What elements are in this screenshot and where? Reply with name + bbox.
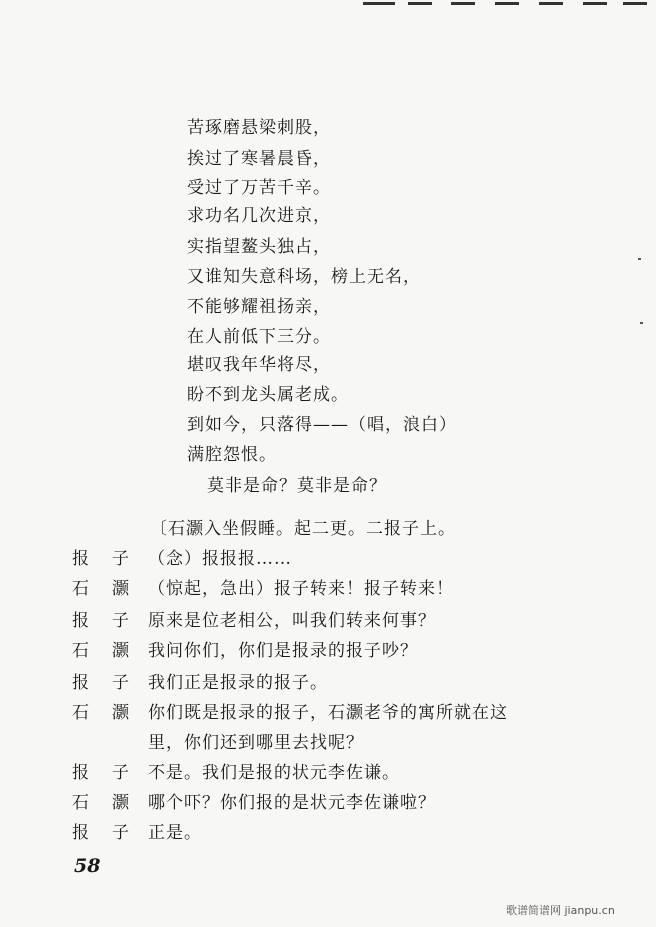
speaker-char: 石 <box>72 579 89 599</box>
speaker-name <box>72 574 129 599</box>
margin-mark <box>640 322 643 324</box>
speaker-char: 灏 <box>112 793 129 813</box>
speaker-char: 子 <box>112 673 129 693</box>
verse-line: 满腔怨恨。 <box>187 445 277 465</box>
speaker-char: 报 <box>72 763 89 783</box>
speaker-name <box>72 606 129 631</box>
dialogue-line: 我问你们，你们是报录的报子吵？ <box>148 641 418 661</box>
verse-line: 苦琢磨悬梁刺股， <box>187 118 331 138</box>
verse-line: 实指望鳌头独占， <box>187 237 331 257</box>
speaker-name <box>72 818 129 843</box>
dialogue-line: 哪个吓？你们报的是状元李佐谦啦？ <box>148 793 436 813</box>
speaker-char: 石 <box>72 641 89 661</box>
stage-direction: 〔石灏入坐假睡。起二更。二报子上。 <box>150 519 456 539</box>
speaker-char: 报 <box>72 611 89 631</box>
verse-line: 求功名几次进京， <box>187 206 331 226</box>
speaker-char: 灏 <box>112 703 129 723</box>
speaker-char: 报 <box>72 823 89 843</box>
speaker-char: 灏 <box>112 641 129 661</box>
speaker-name <box>72 544 129 569</box>
verse-line: 受过了万苦千辛。 <box>187 178 331 198</box>
dialogue-line: 不是。我们是报的状元李佐谦。 <box>148 763 400 783</box>
watermark: 歌谱简谱网 jianpu.cn <box>506 904 615 917</box>
dialogue-line: 我们正是报录的报子。 <box>148 673 328 693</box>
speaker-char: 子 <box>112 611 129 631</box>
verse-line: 在人前低下三分。 <box>187 327 331 347</box>
speaker-char: 报 <box>72 673 89 693</box>
verse-line: 堪叹我年华将尽， <box>187 355 331 375</box>
dialogue-line: （念）报报报…… <box>148 549 292 569</box>
verse-line: 又谁知失意科场，榜上无名， <box>187 267 421 287</box>
speaker-name <box>72 636 129 661</box>
dialogue-line: （惊起，急出）报子转来！报子转来！ <box>148 579 454 599</box>
page-number: 58 <box>74 855 101 877</box>
verse-line: 到如今，只落得——（唱，浪白） <box>187 415 457 435</box>
verse-line: 莫非是命？莫非是命？ <box>207 476 387 496</box>
speaker-char: 报 <box>72 549 89 569</box>
speaker-name <box>72 728 112 748</box>
speaker-char: 石 <box>72 793 89 813</box>
speaker-name <box>72 668 129 693</box>
dialogue-line: 正是。 <box>148 823 202 843</box>
speaker-char: 子 <box>112 549 129 569</box>
speaker-char: 子 <box>112 763 129 783</box>
speaker-name <box>72 698 129 723</box>
margin-mark <box>638 258 641 260</box>
speaker-name <box>72 758 129 783</box>
verse-line: 挨过了寒暑晨昏， <box>187 149 331 169</box>
dialogue-line: 原来是位老相公，叫我们转来何事？ <box>148 611 436 631</box>
speaker-name <box>72 788 129 813</box>
verse-line: 盼不到龙头属老成。 <box>187 385 349 405</box>
speaker-char: 子 <box>112 823 129 843</box>
speaker-char: 灏 <box>112 579 129 599</box>
speaker-char: 石 <box>72 703 89 723</box>
dialogue-line: 里，你们还到哪里去找呢？ <box>148 733 364 753</box>
top-edge-marks <box>355 0 655 10</box>
dialogue-line: 你们既是报录的报子，石灏老爷的寓所就在这 <box>148 703 508 723</box>
verse-line: 不能够耀祖扬亲， <box>187 297 331 317</box>
